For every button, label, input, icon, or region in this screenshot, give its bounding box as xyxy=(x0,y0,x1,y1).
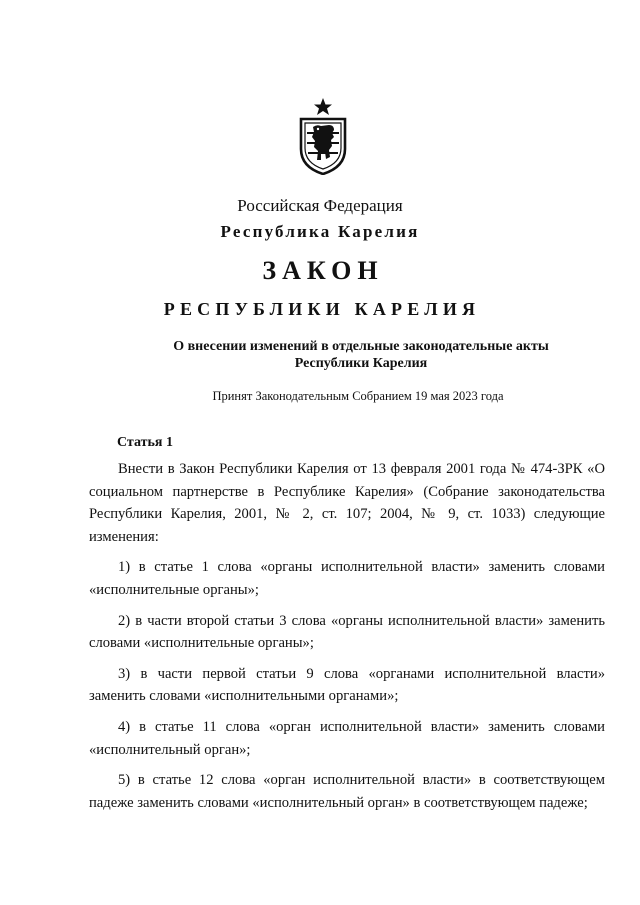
document-type-subtitle: РЕСПУБЛИКИ КАРЕЛИЯ xyxy=(163,299,481,319)
karelia-coat-of-arms-icon xyxy=(296,97,350,175)
article-intro-paragraph: Внести в Закон Республики Карелия от 13 февраля 2001 года № 474-ЗРК «О социальном партнерстве в Республике Карелия» (Собрание законодательства Республики Карелия, 2001, № 2, ст. 107; 2004, № 9, ст. 1033) следующие изменения: xyxy=(89,461,605,545)
amendment-item: 2) в части второй статьи 3 слова «органы исполнительной власти» заменить словами «исполнительные органы»; xyxy=(89,612,605,652)
amendment-item: 3) в части первой статьи 9 слова «органами исполнительной власти» заменить словами «исполнительными органами»; xyxy=(89,665,605,705)
law-subject-title: О внесении изменений в отдельные законодательные акты Республики Карелия xyxy=(173,339,549,371)
country-name: Российская Федерация xyxy=(237,196,403,215)
amendment-item: 1) в статье 1 слова «органы исполнительной власти» заменить словами «исполнительные органы»; xyxy=(89,559,605,598)
document-type: ЗАКОН xyxy=(262,256,384,285)
article-title: Статья 1 xyxy=(117,435,173,450)
republic-name: Республика Карелия xyxy=(220,222,420,241)
article-body xyxy=(89,458,605,822)
adoption-note: Принят Законодательным Собранием 19 мая 2023 года xyxy=(212,389,504,403)
amendment-item: 4) в статье 11 слова «орган исполнительной власти» заменить словами «исполнительный орган»; xyxy=(89,718,605,758)
amendment-item: 5) в статье 12 слова «орган исполнительной власти» в соответствующем падеже заменить словами «исполнительный орган» в соответствующем падеже; xyxy=(89,772,605,811)
